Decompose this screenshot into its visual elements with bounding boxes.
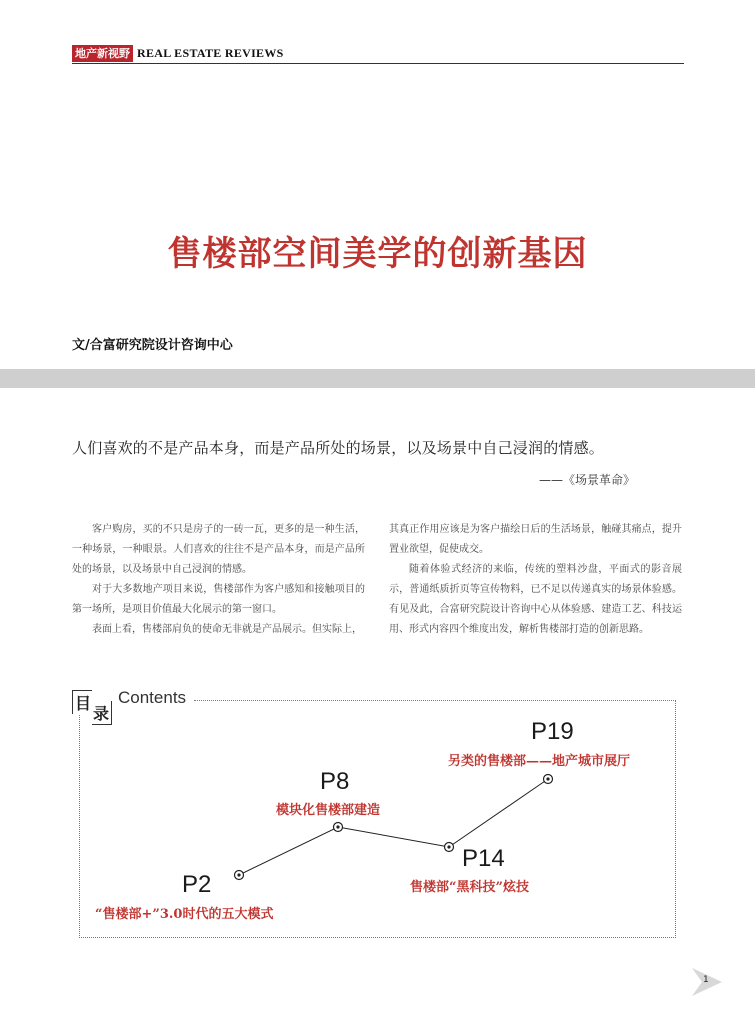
body-paragraph: 随着体验式经济的来临，传统的塑料沙盘，平面式的影音展示，普通纸质折页等宣传物料，已不足以传递真实的场景体验感。有见及此，合富研究院设计咨询中心从体验感、建造工艺、科技运用、形式内容四个维度出发，解析售楼部打造的创新思路。	[389, 564, 682, 635]
body-paragraph: 表面上看，售楼部肩负的使命无非就是产品展示。但实际上，	[92, 624, 362, 635]
toc-title-cn-char2: 录	[92, 701, 112, 725]
toc-node-p14	[445, 843, 454, 852]
toc-label-p14[interactable]: 售楼部“黑科技”炫技	[410, 880, 529, 895]
epigraph-quote: 人们喜欢的不是产品本身，而是产品所处的场景，以及场景中自己浸润的情感。	[72, 439, 605, 457]
toc-label-p8[interactable]: 模块化售楼部建造	[276, 803, 381, 818]
section-tag: 地产新视野	[72, 45, 133, 62]
body-paragraph: 其真正作用应该是为客户描绘日后的生活场景，触碰其痛点，提升置业欲望，促使成交。	[389, 524, 682, 555]
body-paragraph: 客户购房，买的不只是房子的一砖一瓦，更多的是一种生活，一种场景，一种眼景。人们喜欢的往往不是产品本身，而是产品所处的场景，以及场景中自己浸润的情感。	[72, 524, 365, 575]
toc-title-en: Contents	[118, 688, 189, 708]
toc-page-p14[interactable]: P14	[462, 845, 505, 872]
toc-page-p19[interactable]: P19	[531, 718, 574, 745]
toc-node-p8	[334, 823, 343, 832]
toc-page-p2[interactable]: P2	[182, 871, 212, 898]
toc-node-p2	[235, 871, 244, 880]
epigraph-source: ——《场景革命》	[538, 473, 635, 487]
magazine-section-title: REAL ESTATE REVIEWS	[137, 46, 284, 60]
article-title: 售楼部空间美学的创新基因	[167, 234, 588, 274]
page-number: 1	[703, 975, 709, 985]
toc-label-p2[interactable]: “售楼部+”3.0时代的五大模式	[95, 907, 274, 922]
article-author: 文/合富研究院设计咨询中心	[72, 338, 233, 353]
toc-title-cn-char1: 目	[72, 690, 92, 714]
toc-node-p19	[544, 775, 553, 784]
toc-label-p19[interactable]: 另类的售楼部——地产城市展厅	[448, 754, 631, 769]
toc-page-p8[interactable]: P8	[320, 768, 350, 795]
body-paragraph: 对于大多数地产项目来说，售楼部作为客户感知和接触项目的第一场所，是项目价值最大化展示的第一窗口。	[72, 584, 365, 615]
